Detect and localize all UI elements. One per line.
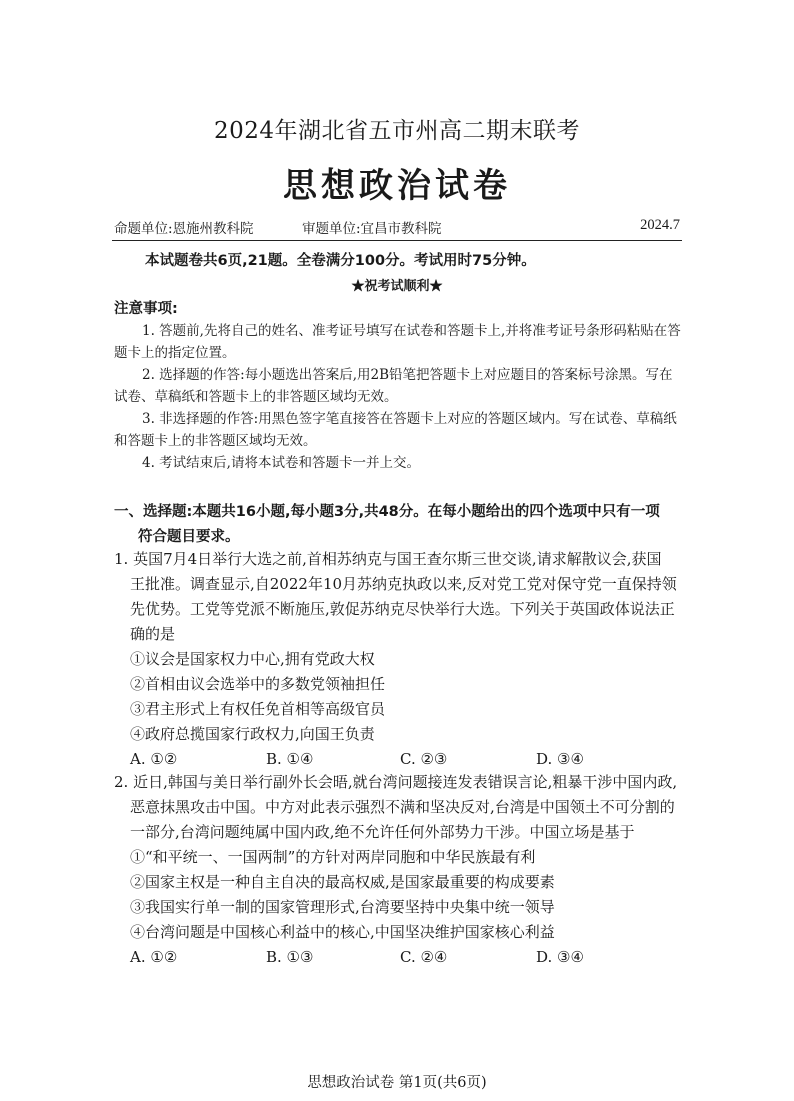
- question-option: ①“和平统一、一国两制”的方针对两岸同胞和中华民族最有利: [130, 848, 536, 866]
- header-rule: [112, 240, 682, 241]
- page-footer: 思想政治试卷 第1页(共6页): [307, 1075, 487, 1091]
- notice-list: [114, 320, 684, 474]
- question-stem-line: 一部分,台湾问题纯属中国内政,绝不允许任何外部势力干涉。中国立场是基于: [130, 823, 635, 841]
- section-heading: [114, 500, 694, 550]
- exam-title: 2024年湖北省五市州高二期末联考: [213, 118, 581, 144]
- question-option: ②首相由议会选举中的多数党领袖担任: [130, 675, 386, 693]
- question-stem-line: 1. 英国7月4日举行大选之前,首相苏纳克与国王查尔斯三世交谈,请求解散议会,获国: [114, 550, 662, 568]
- answer-choices: [114, 945, 694, 970]
- question-option: ④台湾问题是中国核心利益中的核心,中国坚决维护国家核心利益: [130, 923, 555, 941]
- question-option: ②国家主权是一种自主自决的最高权威,是国家最重要的构成要素: [130, 873, 555, 891]
- choice-c: C. ②③: [400, 750, 448, 768]
- section-heading-line: 符合题目要求。: [138, 529, 240, 545]
- question-1: [114, 547, 694, 772]
- exam-info: 本试题卷共6页,21题。全卷满分100分。考试用时75分钟。: [145, 253, 536, 269]
- question-option: ①议会是国家权力中心,拥有党政大权: [130, 650, 375, 668]
- choice-a: A. ①②: [130, 948, 178, 966]
- question-stem-line: 2. 近日,韩国与美日举行副外长会晤,就台湾问题接连发表错误言论,粗暴干涉中国内政,: [114, 773, 678, 791]
- choice-a: A. ①②: [130, 750, 178, 768]
- choice-d: D. ③④: [536, 750, 584, 768]
- notice-item: 3. 非选择题的作答:用黑色签字笔直接答在答题卡上对应的答题区域内。写在试卷、草稿纸和答题卡上的非答题区域均无效。: [114, 411, 677, 449]
- reviewer: 审题单位:宜昌市教科院: [302, 221, 442, 237]
- choice-b: B. ①③: [266, 948, 314, 966]
- question-option: ④政府总揽国家行政权力,向国王负责: [130, 725, 375, 743]
- notice-title: 注意事项:: [114, 301, 178, 317]
- section-heading-line: 一、选择题:本题共16小题,每小题3分,共48分。在每小题给出的四个选项中只有一项: [114, 504, 660, 520]
- question-option: ③我国实行单一制的国家管理形式,台湾要坚持中央集中统一领导: [130, 898, 555, 916]
- wish-text: ★祝考试顺利★: [351, 279, 443, 294]
- choice-c: C. ②④: [400, 948, 448, 966]
- exam-date: 2024.7: [640, 217, 680, 233]
- question-stem-line: 恶意抹黑攻击中国。中方对此表示强烈不满和坚决反对,台湾是中国领土不可分割的: [130, 798, 675, 816]
- question-2: [114, 770, 694, 970]
- subject-title: 思想政治试卷: [283, 166, 511, 206]
- proposer: 命题单位:恩施州教科院: [114, 221, 254, 237]
- question-option: ③君主形式上有权任免首相等高级官员: [130, 700, 386, 718]
- notice-item: 1. 答题前,先将自己的姓名、准考证号填写在试卷和答题卡上,并将准考证号条形码粘贴在答题卡上的指定位置。: [114, 323, 681, 361]
- notice-item: 4. 考试结束后,请将本试卷和答题卡一并上交。: [142, 455, 420, 471]
- question-stem-line: 先优势。工党等党派不断施压,敦促苏纳克尽快举行大选。下列关于英国政体说法正: [130, 600, 675, 618]
- question-stem-line: 确的是: [130, 625, 176, 643]
- notice-item: 2. 选择题的作答:每小题选出答案后,用2B铅笔把答题卡上对应题目的答案标号涂黑。写在试卷、草稿纸和答题卡上的非答题区域均无效。: [114, 367, 673, 405]
- choice-b: B. ①④: [266, 750, 314, 768]
- choice-d: D. ③④: [536, 948, 584, 966]
- question-stem-line: 王批准。调查显示,自2022年10月苏纳克执政以来,反对党工党对保守党一直保持领: [130, 575, 677, 593]
- answer-choices: [114, 747, 694, 772]
